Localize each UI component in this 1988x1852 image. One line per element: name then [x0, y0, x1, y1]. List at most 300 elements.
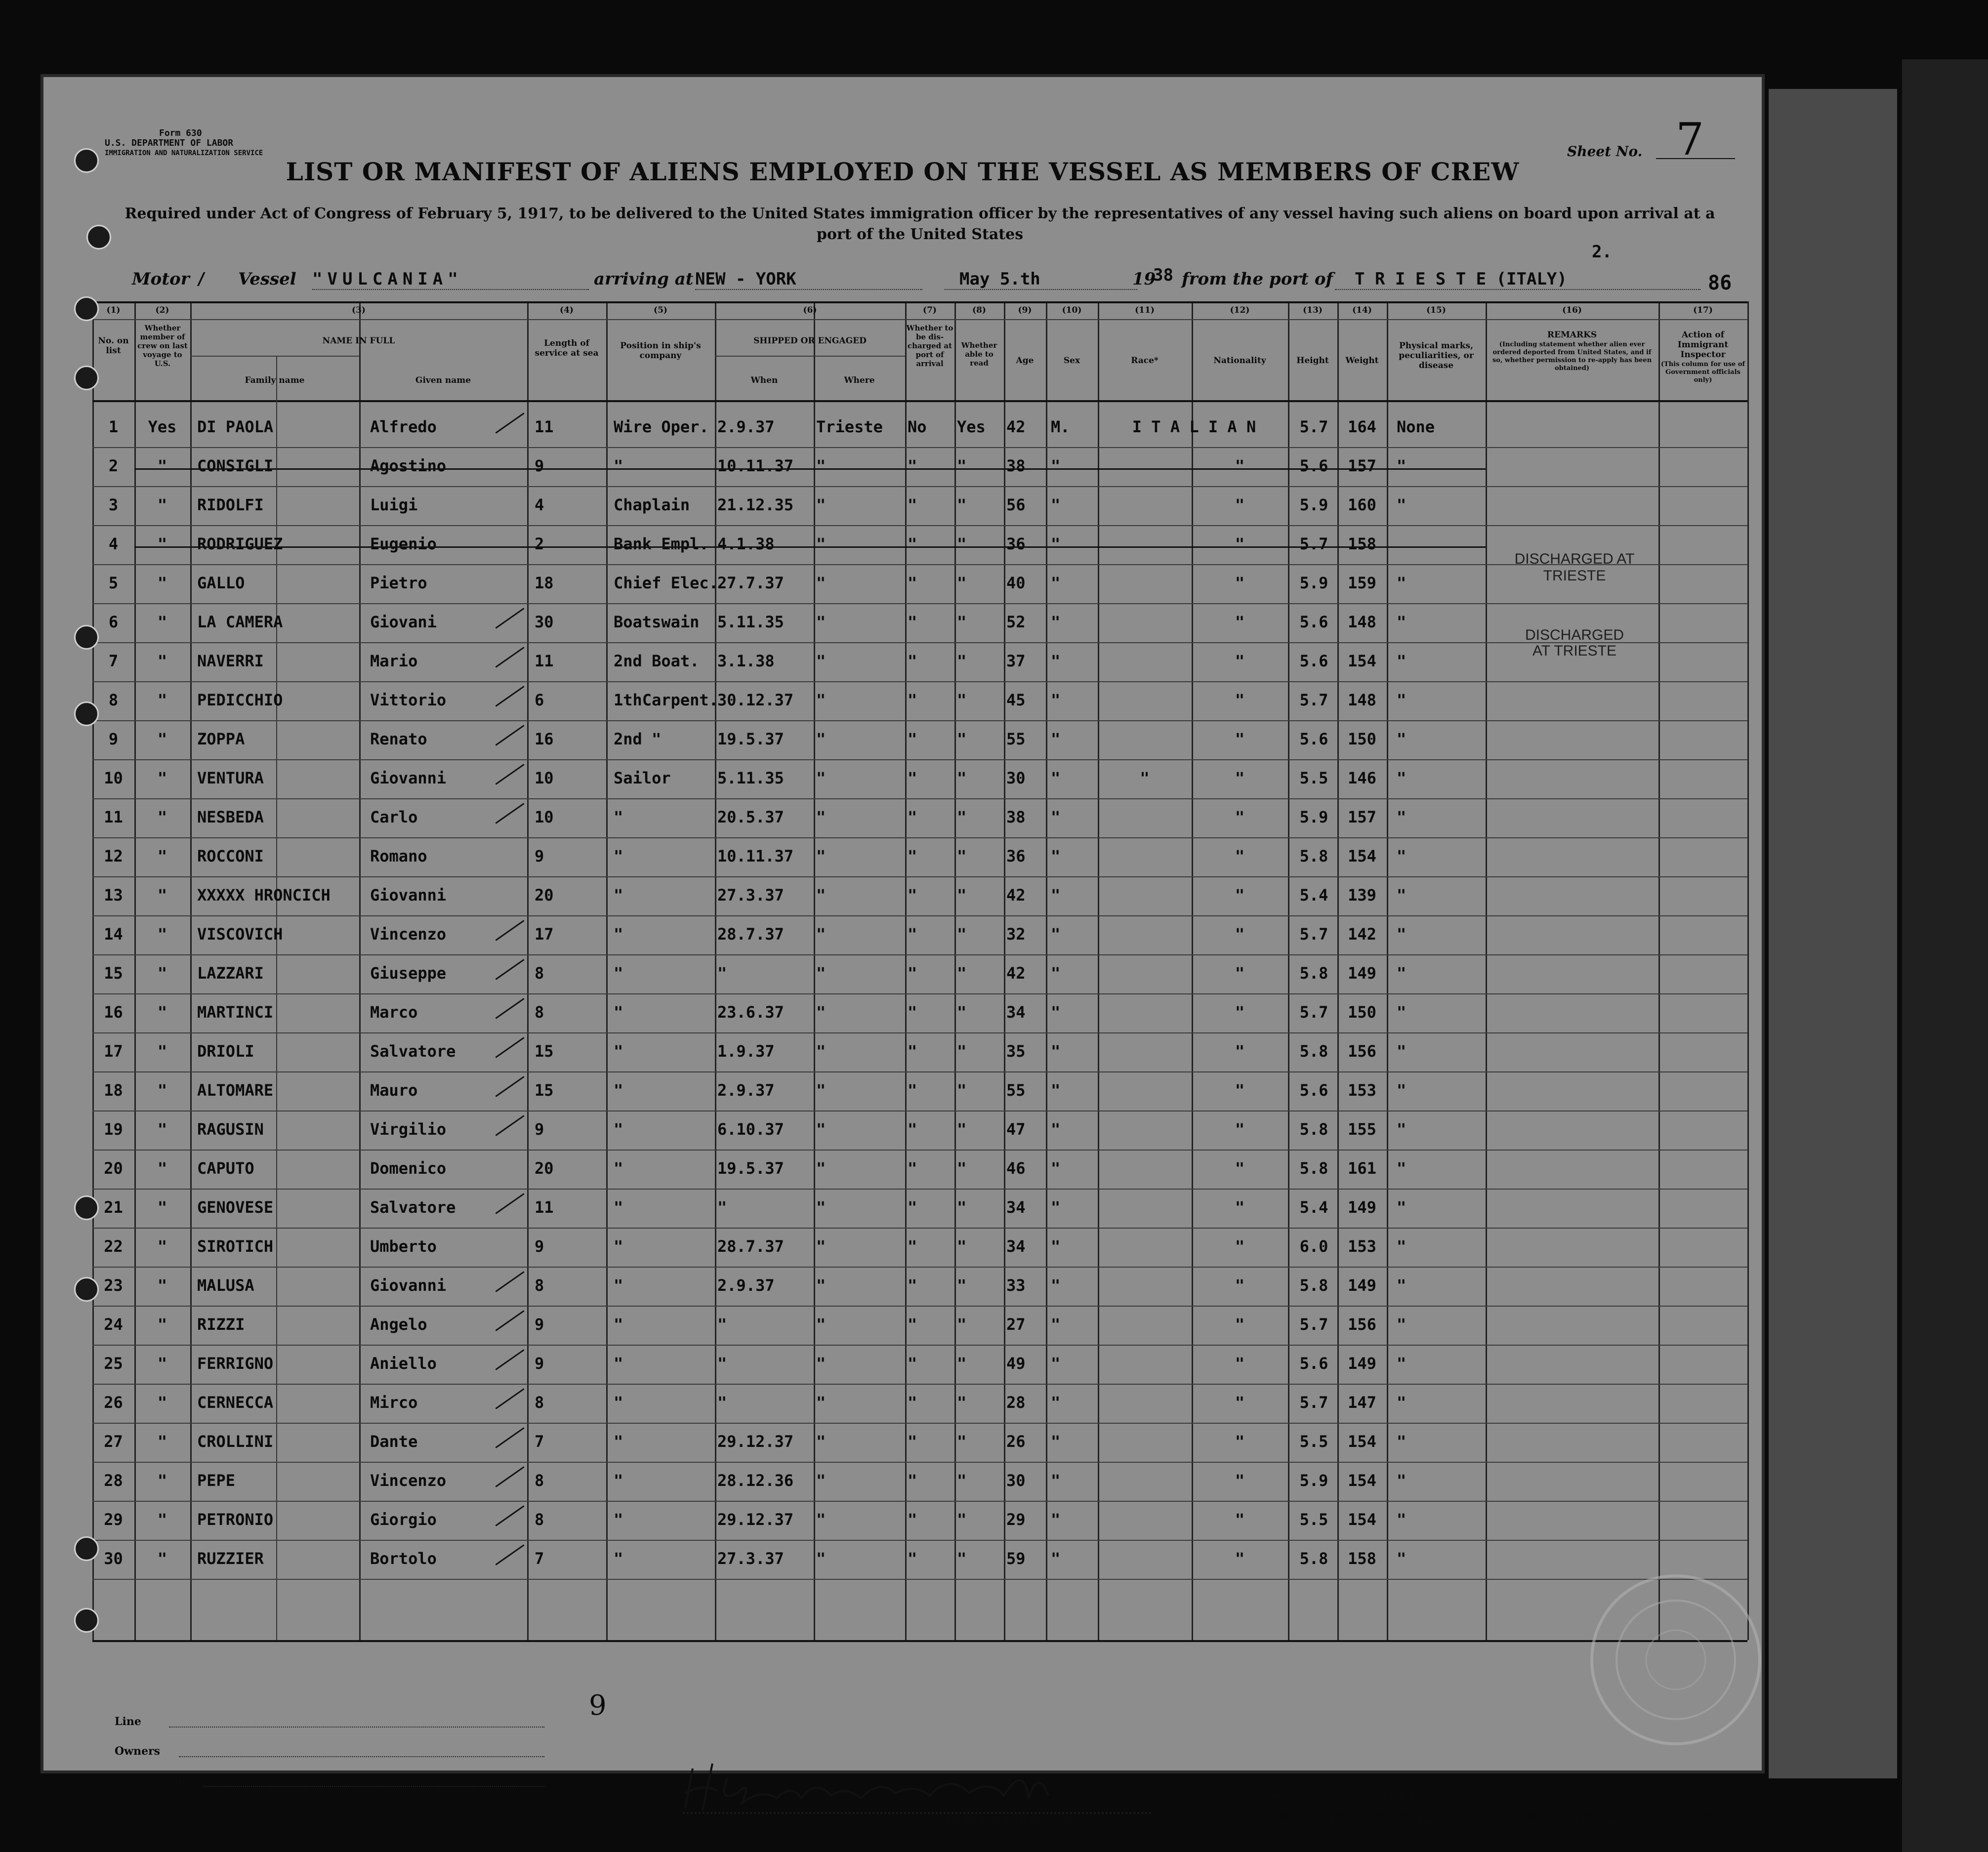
cell-height: 5.8 [1299, 1276, 1328, 1295]
header-weight: Weight [1345, 356, 1379, 366]
cell-no: 19 [104, 1120, 123, 1139]
cell-weight: 156 [1348, 1315, 1376, 1334]
cell-age: 28 [1006, 1393, 1026, 1412]
cell-service: 11 [535, 1198, 554, 1217]
cell-weight: 153 [1348, 1081, 1376, 1100]
arrival-date: May 5.th [945, 269, 1137, 290]
header-remarks: REMARKS [1547, 330, 1597, 340]
cell-sex: " [1051, 1198, 1061, 1217]
arrival-port: NEW - YORK [695, 269, 922, 290]
cell-marks: " [1397, 769, 1407, 787]
cell-family: ZOPPA [197, 730, 245, 748]
header-action-note: (This column for use of Government officials only) [1660, 361, 1745, 384]
cell-position: " [614, 1510, 623, 1529]
cell-where: " [816, 613, 826, 631]
cell-height: 5.5 [1299, 1432, 1328, 1451]
row-rule [92, 954, 1747, 955]
cell-family: PEPE [197, 1471, 236, 1490]
cell-nat: " [1235, 1354, 1245, 1373]
header-family-name: Family name [245, 375, 305, 385]
cell-family: SIROTICH [197, 1237, 274, 1256]
cell-where: " [816, 886, 826, 905]
row-rule [92, 876, 1747, 877]
cell-sex: " [1051, 1510, 1061, 1529]
cell-height: 5.7 [1299, 1315, 1328, 1334]
cell-where: " [816, 1549, 826, 1568]
cell-position: " [614, 1042, 623, 1061]
cell-where: " [816, 1471, 826, 1490]
cell-given: Angelo [370, 1315, 427, 1334]
cell-service: 9 [535, 1120, 544, 1139]
cell-height: 5.7 [1299, 535, 1328, 553]
header-whether-member: Whether member of crew on last voyage to U.S. [137, 324, 188, 368]
cell-family: DI PAOLA [197, 417, 274, 436]
cell-weight: 149 [1348, 1354, 1376, 1373]
cell-no: 13 [104, 886, 123, 905]
cell-nat: I T A L I A N [1132, 417, 1256, 436]
cell-marks: " [1397, 1003, 1407, 1022]
cell-marks: " [1397, 808, 1407, 826]
cell-family: NAVERRI [197, 652, 264, 670]
cell-when: 21.12.35 [717, 495, 794, 514]
cell-dis: " [908, 1315, 917, 1334]
cell-where: " [816, 1315, 826, 1334]
col-divider [715, 301, 716, 1640]
cell-dis: " [908, 1042, 917, 1061]
cell-when: 2.9.37 [717, 1276, 775, 1295]
cell-sex: " [1051, 1120, 1061, 1139]
cell-nat: " [1235, 1276, 1245, 1295]
cell-service: 8 [535, 1510, 544, 1529]
cell-dis: " [908, 1393, 917, 1412]
col-divider [1004, 301, 1005, 1640]
cell-nat: " [1235, 613, 1245, 631]
cell-given: Salvatore [370, 1042, 456, 1061]
cell-age: 42 [1006, 886, 1026, 905]
cell-sex: " [1051, 574, 1061, 592]
colnum-rule [92, 319, 1747, 320]
cell-sex: " [1051, 613, 1061, 631]
strike-line [134, 468, 1486, 470]
shipped-subrule [715, 356, 905, 357]
cell-marks: " [1397, 847, 1407, 865]
row-rule [92, 915, 1747, 916]
cell-given: Giorgio [370, 1510, 437, 1529]
cell-no: 26 [104, 1393, 123, 1412]
cell-marks: " [1397, 1432, 1407, 1451]
cell-marks: " [1397, 1276, 1407, 1295]
cell-given: Mario [370, 652, 418, 670]
year-prefix: 19 [1132, 269, 1156, 289]
cell-height: 5.6 [1299, 1354, 1328, 1373]
cell-nat: " [1235, 964, 1245, 983]
cell-prev: " [157, 1081, 167, 1100]
cell-age: 37 [1006, 652, 1026, 670]
cell-read: " [957, 1003, 967, 1022]
cell-age: 30 [1006, 769, 1026, 787]
cell-nat: " [1235, 886, 1245, 905]
cell-dis: " [908, 730, 917, 748]
cell-given: Aniello [370, 1354, 437, 1373]
cell-service: 7 [535, 1432, 544, 1451]
cell-prev: " [157, 808, 167, 826]
cell-service: 30 [535, 613, 554, 631]
cell-position: " [614, 1393, 623, 1412]
cell-nat: " [1235, 730, 1245, 748]
cell-age: 34 [1006, 1198, 1026, 1217]
cell-where: " [816, 925, 826, 944]
cell-no: 30 [104, 1549, 123, 1568]
cell-service: 4 [535, 495, 544, 514]
cell-service: 11 [535, 652, 554, 670]
cell-weight: 164 [1348, 417, 1376, 436]
row-rule [92, 603, 1747, 604]
official-seal [1587, 1571, 1765, 1749]
note-fine: NOTE.—Failure to furnish full or correct information in columns (3), (5), (6), and (7) is punishable by a fine of ten dollars for each alien. See other side. [1266, 1803, 1750, 1827]
owners-blank [179, 1756, 544, 1757]
cell-prev: " [157, 691, 167, 709]
binder-hole [74, 1536, 99, 1561]
cell-weight: 149 [1348, 1198, 1376, 1217]
cell-nat: " [1235, 574, 1245, 592]
cell-prev: " [157, 574, 167, 592]
cell-when: 29.12.37 [717, 1510, 794, 1529]
cell-marks: " [1397, 1042, 1407, 1061]
row-rule [92, 1150, 1747, 1151]
header-length-of-service: Length of service at sea [535, 338, 599, 358]
header-able-to-read: Whether able to read [961, 341, 997, 368]
colnum-6: (6) [803, 305, 817, 315]
cell-prev: " [157, 925, 167, 944]
vessel-label: Vessel [238, 269, 296, 289]
row-rule [92, 720, 1747, 721]
cell-age: 45 [1006, 691, 1026, 709]
footer-labels [115, 1707, 193, 1796]
cell-family: GALLO [197, 574, 245, 592]
cell-read: " [957, 730, 967, 748]
page-title: LIST OR MANIFEST OF ALIENS EMPLOYED ON THE VESSEL AS MEMBERS OF CREW [286, 157, 1520, 186]
header-action: Action of Immigrant Inspector [1677, 330, 1729, 360]
cell-weight: 147 [1348, 1393, 1376, 1412]
cell-sex: " [1051, 535, 1061, 553]
cell-read: " [957, 1315, 967, 1334]
col-divider [1046, 301, 1047, 1640]
row-rule [92, 759, 1747, 760]
cell-given: Bortolo [370, 1549, 437, 1568]
cell-position: " [614, 1081, 623, 1100]
row-rule [92, 642, 1747, 643]
cell-age: 34 [1006, 1237, 1026, 1256]
cell-sex: " [1051, 1159, 1061, 1178]
cell-marks: " [1397, 652, 1407, 670]
cell-read: " [957, 847, 967, 865]
cell-dis: " [908, 1510, 917, 1529]
cell-position: " [614, 1432, 623, 1451]
row-rule [92, 525, 1747, 526]
cell-dis: " [908, 574, 917, 592]
cell-family: ROCCONI [197, 847, 264, 865]
cell-read: " [957, 535, 967, 553]
cell-sex: " [1051, 1393, 1061, 1412]
cell-given: Giovani [370, 613, 437, 631]
cell-position: " [614, 1120, 623, 1139]
cell-no: 1 [108, 417, 119, 436]
cell-where: " [816, 1432, 826, 1451]
cell-height: 5.8 [1299, 1159, 1328, 1178]
cell-when: 2.9.37 [717, 417, 775, 436]
note-races: *See list of races on back hereof. [1266, 1790, 1449, 1802]
cell-dis: " [908, 808, 917, 826]
cell-age: 52 [1006, 613, 1026, 631]
cell-age: 33 [1006, 1276, 1026, 1295]
cell-when: 29.12.37 [717, 1432, 794, 1451]
cell-when: 2.9.37 [717, 1081, 775, 1100]
cell-sex: " [1051, 456, 1061, 475]
colnum-1: (1) [106, 305, 121, 315]
row-rule [92, 1032, 1747, 1033]
colnum-4: (4) [560, 305, 574, 315]
cell-when: 5.11.35 [717, 613, 784, 631]
cell-marks: None [1397, 417, 1435, 436]
binder-hole [74, 296, 99, 321]
row-rule [92, 1189, 1747, 1190]
cell-family: GENOVESE [197, 1198, 274, 1217]
sheet-mark: 2. [1592, 242, 1612, 262]
row-rule [92, 681, 1747, 682]
col-divider [1098, 301, 1099, 1640]
cell-weight: 149 [1348, 964, 1376, 983]
cell-height: 5.8 [1299, 1042, 1328, 1061]
cell-prev: " [157, 1354, 167, 1373]
cell-height: 5.4 [1299, 886, 1328, 905]
cell-weight: 161 [1348, 1159, 1376, 1178]
col-divider [1387, 301, 1388, 1640]
cell-weight: 154 [1348, 1432, 1376, 1451]
cell-sex: " [1051, 1003, 1061, 1022]
manifest-page [41, 74, 1780, 1838]
cell-where: " [816, 574, 826, 592]
cell-prev: " [157, 613, 167, 631]
cell-family: NESBEDA [197, 808, 264, 826]
row-rule [92, 1501, 1747, 1502]
cell-weight: 158 [1348, 1549, 1376, 1568]
cell-no: 4 [108, 535, 119, 553]
local-agents-label: Local Agents [115, 1774, 193, 1787]
cell-nat: " [1235, 1471, 1245, 1490]
cell-where: " [816, 652, 826, 670]
colnum-5: (5) [654, 305, 667, 315]
cell-sex: " [1051, 1549, 1061, 1568]
cell-no: 11 [104, 808, 123, 826]
header-where: Where [844, 375, 875, 385]
cell-no: 20 [104, 1159, 123, 1178]
adjacent-page-edge [1769, 89, 1897, 1778]
cell-read: " [957, 808, 967, 826]
cell-when: 30.12.37 [717, 691, 794, 709]
cell-weight: 150 [1348, 1003, 1376, 1022]
cell-when: 28.7.37 [717, 925, 784, 944]
cell-nat: " [1235, 1081, 1245, 1100]
cell-race: " [1140, 769, 1150, 787]
cell-sex: " [1051, 652, 1061, 670]
cell-service: 11 [535, 417, 554, 436]
cell-sex: " [1051, 1315, 1061, 1334]
cell-position: " [614, 1315, 623, 1334]
cell-prev: " [157, 847, 167, 865]
cell-weight: 160 [1348, 495, 1376, 514]
cell-weight: 148 [1348, 691, 1376, 709]
cell-when: 19.5.37 [717, 730, 784, 748]
cell-service: 9 [535, 847, 544, 865]
cell-service: 9 [535, 1354, 544, 1373]
cell-sex: " [1051, 964, 1061, 983]
service: IMMIGRATION AND NATURALIZATION SERVICE [105, 149, 263, 157]
cell-position: " [614, 1237, 623, 1256]
cell-read: " [957, 1276, 967, 1295]
binder-hole [74, 148, 99, 173]
row-rule [92, 1540, 1747, 1541]
cell-position: " [614, 456, 623, 475]
cell-when: 27.7.37 [717, 574, 784, 592]
header-discharged: Whether to be dis-charged at port of arrival [906, 324, 953, 368]
cell-read: " [957, 1159, 967, 1178]
col-divider [606, 301, 608, 1640]
header-age: Age [1016, 356, 1034, 366]
cell-nat: " [1235, 535, 1245, 553]
cell-prev: " [157, 1159, 167, 1178]
cell-given: Luigi [370, 495, 418, 514]
cell-given: Agostino [370, 456, 447, 475]
cell-where: " [816, 1081, 826, 1100]
cell-when: 3.1.38 [717, 652, 775, 670]
cell-prev: " [157, 1549, 167, 1568]
cell-where: " [816, 1354, 826, 1373]
row-rule [92, 1345, 1747, 1346]
cell-age: 27 [1006, 1315, 1026, 1334]
cell-given: Vittorio [370, 691, 447, 709]
cell-sex: " [1051, 1471, 1061, 1490]
cell-position: Sailor [614, 769, 671, 787]
cell-marks: " [1397, 1198, 1407, 1217]
binder-hole [74, 1195, 99, 1220]
vessel-name: "VULCANIA" [312, 269, 589, 290]
cell-service: 10 [535, 769, 554, 787]
cell-sex: " [1051, 1354, 1061, 1373]
cell-age: 56 [1006, 495, 1026, 514]
cell-position: " [614, 1198, 623, 1217]
cell-position: 1thCarpent. [614, 691, 718, 709]
cell-given: Carlo [370, 808, 418, 826]
cell-age: 26 [1006, 1432, 1026, 1451]
colnum-13: (13) [1303, 305, 1323, 315]
header-nationality: Nationality [1213, 356, 1266, 366]
cell-family: PEDICCHIO [197, 691, 283, 709]
cell-height: 5.9 [1299, 495, 1328, 514]
cell-weight: 158 [1348, 535, 1376, 553]
cell-when: " [717, 1354, 727, 1373]
cell-marks: " [1397, 456, 1407, 475]
cell-age: 55 [1006, 730, 1026, 748]
cell-service: 7 [535, 1549, 544, 1568]
binder-hole [86, 225, 111, 249]
cell-when: " [717, 1315, 727, 1334]
cell-family: VENTURA [197, 769, 264, 787]
cell-weight: 156 [1348, 1042, 1376, 1061]
cell-height: 5.8 [1299, 1549, 1328, 1568]
cell-where: " [816, 1510, 826, 1529]
cell-height: 5.6 [1299, 456, 1328, 475]
cell-marks: " [1397, 730, 1407, 748]
header-position: Position in ship's company [620, 341, 701, 361]
cell-where: " [816, 964, 826, 983]
cell-when: 1.9.37 [717, 1042, 775, 1061]
cell-height: 5.6 [1299, 652, 1328, 670]
col-divider [954, 301, 956, 1640]
handwritten-number: 9 [589, 1689, 607, 1722]
cell-dis: " [908, 1549, 917, 1568]
cell-weight: 142 [1348, 925, 1376, 944]
cell-service: 16 [535, 730, 554, 748]
line-label: Line [115, 1715, 141, 1728]
cell-weight: 139 [1348, 886, 1376, 905]
cell-dis: " [908, 964, 917, 983]
cell-weight: 154 [1348, 847, 1376, 865]
cell-family: FERRIGNO [197, 1354, 274, 1373]
cell-weight: 154 [1348, 1471, 1376, 1490]
cell-given: Romano [370, 847, 427, 865]
cell-height: 5.6 [1299, 613, 1328, 631]
cell-nat: " [1235, 1315, 1245, 1334]
cell-position: " [614, 1549, 623, 1568]
cell-sex: " [1051, 886, 1061, 905]
motor-label: Motor [132, 269, 190, 289]
cell-dis: " [908, 1432, 917, 1451]
cell-where: " [816, 1276, 826, 1295]
cell-nat: " [1235, 495, 1245, 514]
cell-no: 3 [108, 495, 119, 514]
cell-where: " [816, 769, 826, 787]
cell-read: " [957, 1510, 967, 1529]
cell-where: " [816, 730, 826, 748]
cell-read: " [957, 652, 967, 670]
cell-height: 5.7 [1299, 1003, 1328, 1022]
header-physical-marks: Physical marks, peculiarities, or disease [1399, 341, 1474, 370]
cell-age: 40 [1006, 574, 1026, 592]
row-rule [92, 1423, 1747, 1424]
cell-position: " [614, 964, 623, 983]
binder-hole [74, 1608, 99, 1633]
cell-age: 46 [1006, 1159, 1026, 1178]
arriving-label: arriving at [594, 269, 694, 289]
header-remarks-note: (Including statement whether alien ever ordered deported from United States, and if so, whether permission to re-apply has been obtained) [1492, 341, 1652, 372]
cell-sex: " [1051, 1042, 1061, 1061]
cell-position: " [614, 847, 623, 865]
cell-when: 4.1.38 [717, 535, 775, 553]
cell-read: " [957, 1471, 967, 1490]
cell-family: RUZZIER [197, 1549, 264, 1568]
cell-dis: " [908, 1471, 917, 1490]
cell-nat: " [1235, 1549, 1245, 1568]
cell-weight: 154 [1348, 1510, 1376, 1529]
colnum-15: (15) [1426, 305, 1446, 315]
col-divider [905, 301, 907, 1640]
colnum-11: (11) [1135, 305, 1155, 315]
cell-marks: " [1397, 691, 1407, 709]
cell-nat: " [1235, 1042, 1245, 1061]
cell-marks: " [1397, 613, 1407, 631]
cell-weight: 149 [1348, 1276, 1376, 1295]
cell-marks: " [1397, 1471, 1407, 1490]
